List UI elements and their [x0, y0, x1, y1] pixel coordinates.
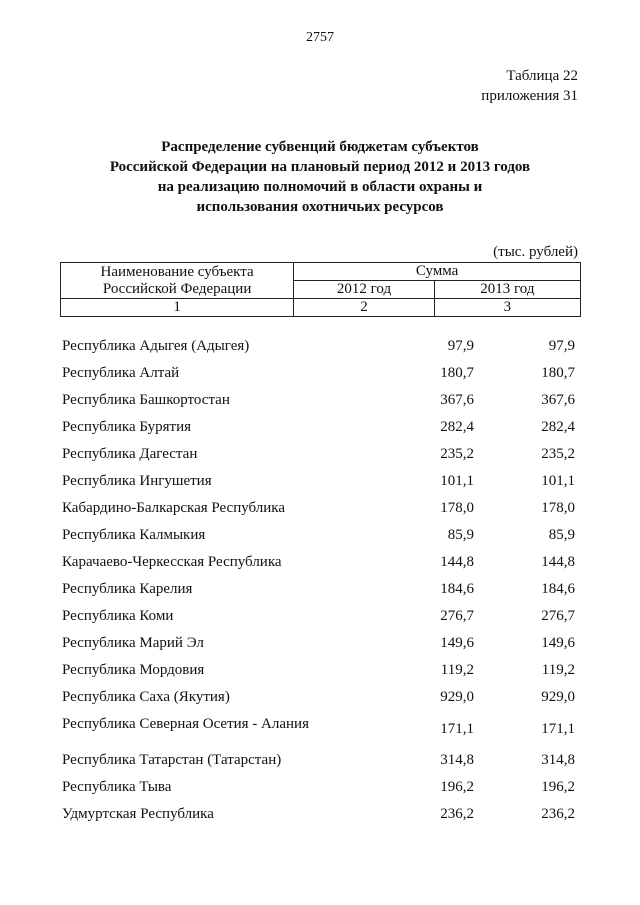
table-row — [62, 389, 582, 416]
table-row — [62, 686, 582, 713]
header-year-2012: 2012 год — [294, 281, 435, 299]
value-2013: 235,2 — [541, 446, 575, 462]
units-label: (тыс. рублей) — [493, 244, 578, 260]
table-body — [62, 335, 582, 830]
value-2013: 101,1 — [541, 473, 575, 489]
value-2013: 97,9 — [548, 338, 575, 354]
subject-name: Республика Ингушетия — [62, 473, 212, 489]
value-2013: 171,1 — [541, 721, 575, 737]
value-2012: 119,2 — [440, 662, 474, 678]
document-title-line: Российской Федерации на плановый период 2012 и 2013 годов — [109, 159, 531, 175]
subject-name: Республика Бурятия — [62, 419, 192, 435]
document-title — [60, 137, 580, 217]
subject-name: Удмуртская Республика — [62, 806, 214, 822]
value-2013: 929,0 — [541, 689, 575, 705]
subject-name: Республика Калмыкия — [62, 527, 206, 543]
table-row — [62, 776, 582, 803]
subject-name: Республика Дагестан — [62, 446, 198, 462]
value-2012: 178,0 — [440, 500, 474, 516]
table-header — [60, 262, 581, 317]
value-2012: 314,8 — [440, 752, 474, 768]
table-reference-line: Таблица 22 — [506, 68, 578, 84]
header-sum: Сумма — [294, 263, 581, 281]
value-2012: 196,2 — [440, 779, 474, 795]
subject-name: Карачаево-Черкесская Республика — [62, 554, 282, 570]
value-2013: 276,7 — [541, 608, 575, 624]
value-2012: 97,9 — [447, 338, 474, 354]
value-2012: 282,4 — [440, 419, 474, 435]
header-year-2013: 2013 год — [434, 281, 580, 299]
header-column-number: 3 — [434, 299, 580, 317]
table-row — [62, 551, 582, 578]
table-row — [62, 443, 582, 470]
subject-name: Республика Алтай — [62, 365, 180, 381]
subject-name: Республика Коми — [62, 608, 174, 624]
value-2012: 144,8 — [440, 554, 474, 570]
document-title-line: использования охотничьих ресурсов — [196, 199, 444, 215]
table-reference — [481, 66, 578, 106]
value-2012: 929,0 — [440, 689, 474, 705]
value-2012: 276,7 — [440, 608, 474, 624]
value-2013: 178,0 — [541, 500, 575, 516]
table-row — [62, 605, 582, 632]
table-row — [62, 362, 582, 389]
subject-name: Республика Татарстан (Татарстан) — [62, 752, 282, 768]
table-row — [62, 803, 582, 830]
table-row — [62, 632, 582, 659]
value-2012: 367,6 — [440, 392, 474, 408]
table-row — [62, 713, 582, 749]
subject-name: Кабардино-Балкарская Республика — [62, 500, 286, 516]
value-2013: 149,6 — [541, 635, 575, 651]
table-row — [62, 524, 582, 551]
subject-name: Республика Тыва — [62, 779, 172, 795]
value-2012: 184,6 — [440, 581, 474, 597]
value-2013: 314,8 — [541, 752, 575, 768]
subject-name: Республика Северная Осетия - Алания — [62, 716, 309, 732]
header-column-number: 1 — [61, 299, 294, 317]
value-2012: 235,2 — [440, 446, 474, 462]
value-2013: 144,8 — [541, 554, 575, 570]
value-2012: 101,1 — [440, 473, 474, 489]
page-number: 2757 — [306, 30, 334, 45]
value-2013: 282,4 — [541, 419, 575, 435]
table-row — [62, 470, 582, 497]
header-subject-name: Наименование субъекта Российской Федерации — [61, 263, 294, 299]
header-column-number: 2 — [294, 299, 435, 317]
subject-name: Республика Адыгея (Адыгея) — [62, 338, 250, 354]
subject-name: Республика Марий Эл — [62, 635, 204, 651]
subject-name: Республика Башкортостан — [62, 392, 230, 408]
subject-name: Республика Мордовия — [62, 662, 205, 678]
value-2013: 85,9 — [548, 527, 575, 543]
value-2012: 149,6 — [440, 635, 474, 651]
value-2013: 119,2 — [541, 662, 575, 678]
table-row — [62, 578, 582, 605]
table-row — [62, 659, 582, 686]
document-title-line: на реализацию полномочий в области охраны и — [157, 179, 483, 195]
document-title-line: Распределение субвенций бюджетам субъектов — [161, 139, 479, 155]
subject-name: Республика Карелия — [62, 581, 193, 597]
value-2012: 171,1 — [440, 721, 474, 737]
subject-name: Республика Саха (Якутия) — [62, 689, 230, 705]
table-row — [62, 335, 582, 362]
table-row — [62, 749, 582, 776]
value-2013: 236,2 — [541, 806, 575, 822]
table-row — [62, 497, 582, 524]
value-2013: 180,7 — [541, 365, 575, 381]
value-2013: 196,2 — [541, 779, 575, 795]
value-2012: 180,7 — [440, 365, 474, 381]
value-2013: 367,6 — [541, 392, 575, 408]
table-reference-line: приложения 31 — [481, 88, 578, 104]
table-row — [62, 416, 582, 443]
value-2012: 236,2 — [440, 806, 474, 822]
value-2012: 85,9 — [447, 527, 474, 543]
value-2013: 184,6 — [541, 581, 575, 597]
